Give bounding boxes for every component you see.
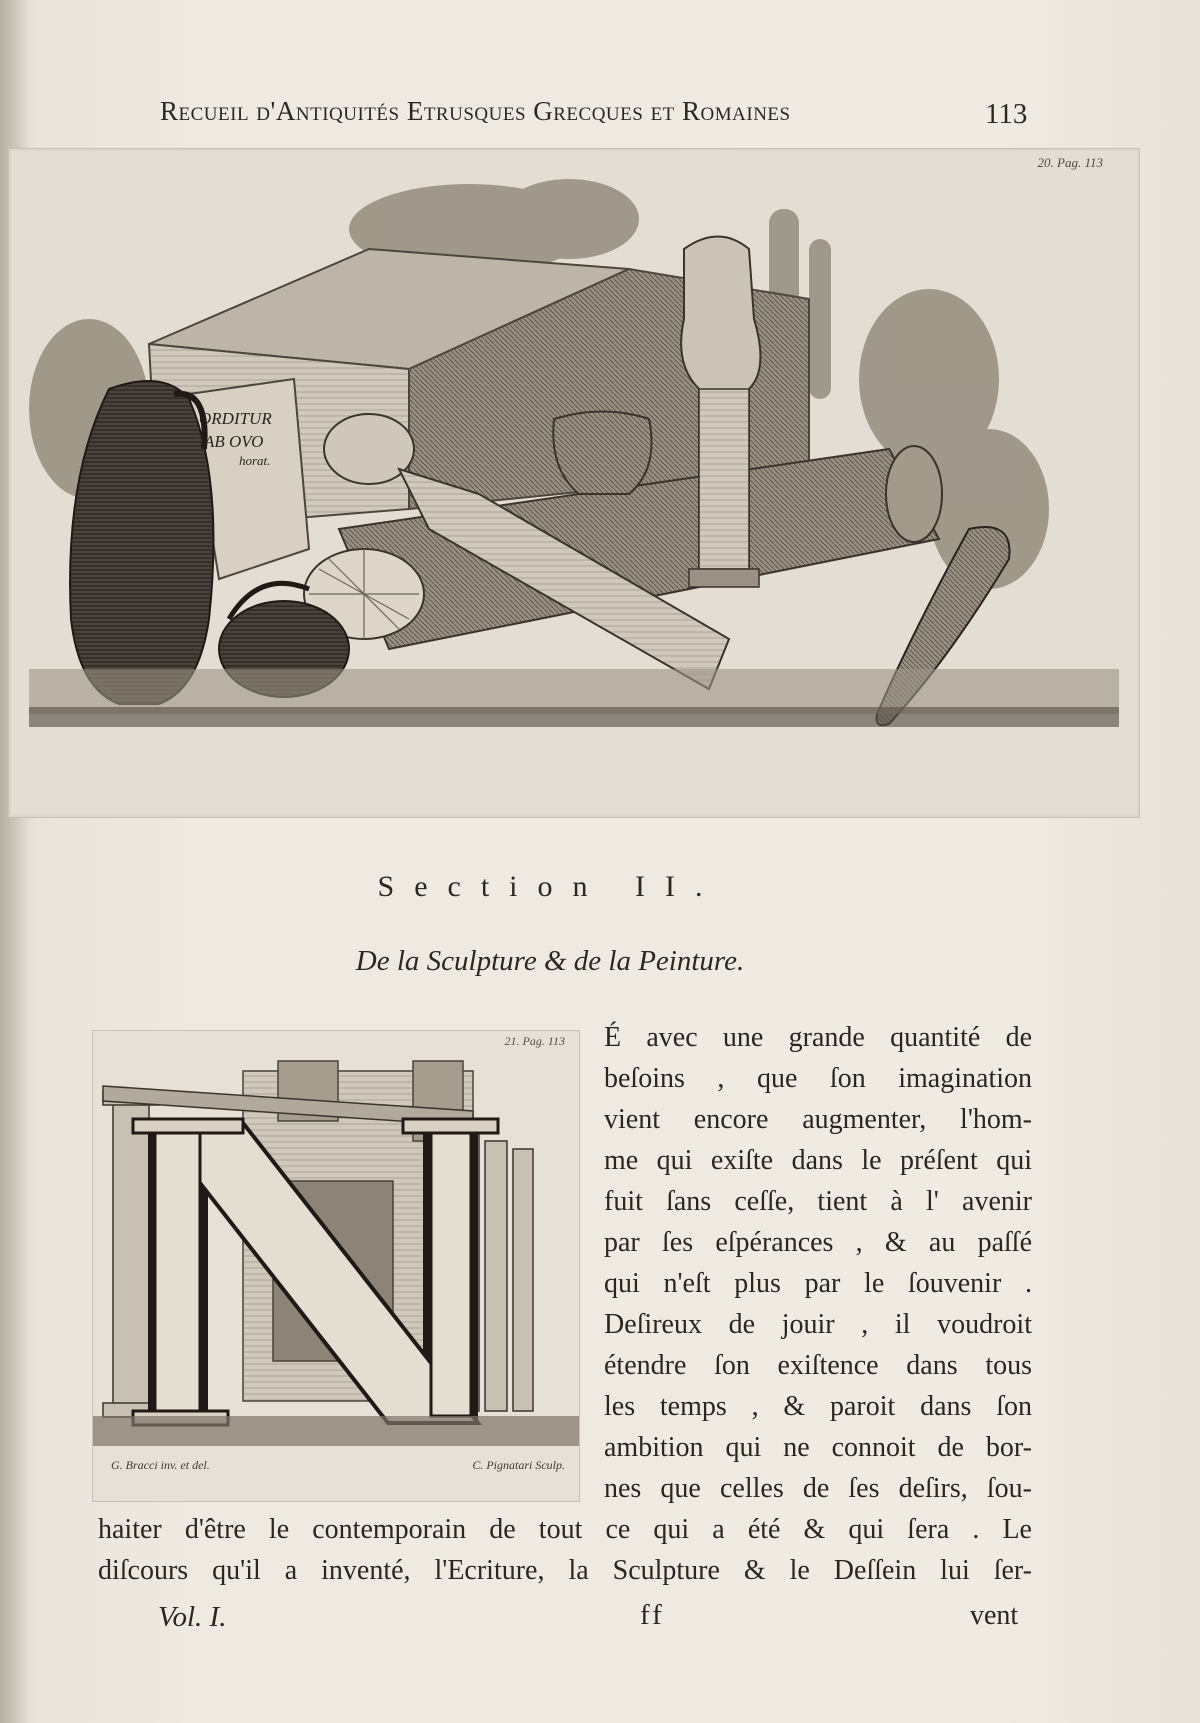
text-line: les temps , & paroit dans ſon — [604, 1391, 1032, 1422]
text-line: Deſireux de jouir , il voudroit — [604, 1309, 1032, 1340]
text-line: haiter d'être le contemporain de tout ce qui a été & qui ſera . Le — [98, 1514, 1032, 1545]
text-line: diſcours qu'il a inventé, l'Ecriture, la Sculpture & le Deſſein lui ſer- — [98, 1555, 1032, 1586]
text-line: qui n'eſt plus par le ſouvenir . — [604, 1268, 1032, 1299]
large-amphora — [70, 381, 213, 704]
section-title: Section II. — [377, 870, 723, 903]
plate-caption: 20. Pag. 113 — [1037, 155, 1103, 170]
text-line: me qui exiſte dans le préſent qui — [604, 1145, 1032, 1176]
engraving-credit-designer: G. Bracci inv. et del. — [111, 1458, 210, 1472]
page-number: 113 — [985, 98, 1028, 130]
catchword: vent — [970, 1600, 1019, 1631]
text-line: É avec une grande quantité de — [604, 1022, 1032, 1053]
signature-mark: ff — [640, 1599, 665, 1631]
text-line: étendre ſon exiſtence dans tous — [604, 1350, 1032, 1381]
text-line: vient encore augmenter, l'hom- — [604, 1104, 1032, 1135]
text-line: par ſes eſpérances , & au paſſé — [604, 1227, 1032, 1258]
slab-inscription-line-2: AB OVO — [204, 432, 264, 451]
plate-caption: 21. Pag. 113 — [504, 1034, 565, 1048]
text-line: beſoins , que ſon imagination — [604, 1063, 1032, 1094]
running-head-title: Recueil d'Antiquités Etrusques Grecques et Romaines — [160, 96, 791, 126]
engraving-credit-engraver: C. Pignatari Sculp. — [472, 1458, 565, 1472]
volume-number: Vol. I. — [158, 1601, 227, 1633]
section-subtitle: De la Sculpture & de la Peinture. — [355, 945, 745, 977]
initial-letter-plate — [92, 1030, 580, 1502]
antiquities-engraving — [9, 149, 1139, 817]
small-urn — [553, 412, 651, 495]
ruins-engraving — [93, 1031, 579, 1501]
slab-inscription-line-3: horat. — [239, 453, 271, 468]
slab-inscription-line-1: ORDITUR — [199, 409, 272, 428]
engraving-plate-antiquities — [8, 148, 1140, 818]
text-line: fuit ſans ceſſe, tient à l' avenir — [604, 1186, 1032, 1217]
text-line: nes que celles de ſes deſirs, ſou- — [604, 1473, 1032, 1504]
text-line: ambition qui ne connoit de bor- — [604, 1432, 1032, 1463]
